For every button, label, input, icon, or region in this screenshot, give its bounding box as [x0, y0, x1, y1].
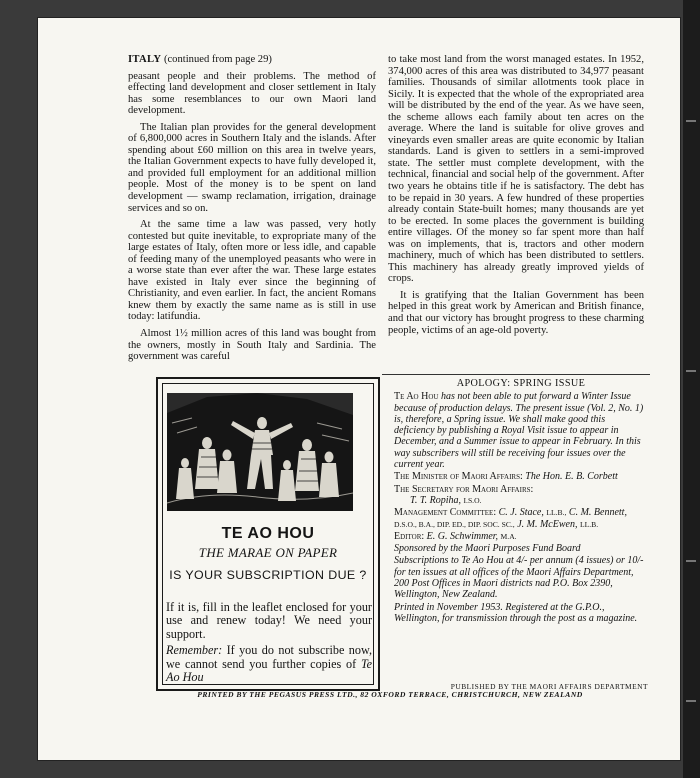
remember-label: Remember: — [166, 643, 223, 658]
minister-line — [394, 471, 648, 482]
subscription-advert — [156, 377, 380, 691]
apology-box — [394, 378, 648, 625]
paragraph: to take most land from the worst managed estates. In 1952, 374,000 acres of this area was distributed to 34,977 peasant families. Thousands of similar allotments took place in Sicily. It is expected that the whole of the expropriated area will be distributed by the end of the year. As we have seen, the scheme allows each family about ten acres on the average. Where the land is suitable for olive groves and vineyards even smaller areas are quite economic by Italian standards. Land is given to settlers in a semi-improved state. The settler must complete development, with the technical, financial and social help of the government. After two years he obtains title if he is satisfactory. The debt has to be repaid in 30 years. A few hundred of these properties already contain State-built homes; many thousands are yet to be erected. In some places the government is building entire villages. Of the money so far spent more than half was on implements, that is, tractors and other modern machinery, much of which has been distributed to settlers. This machinery has already greatly improved yields of crops. — [388, 54, 644, 285]
committee-2: C. M. Bennett, — [568, 507, 627, 519]
advert-title: TE AO HOU — [221, 525, 315, 542]
binding-edge — [683, 0, 700, 778]
paragraph: At the same time a law was passed, very hotly contested but quite inevitable, to expropriate many of the large estates of Italy, often more or less idle, and capable of feeding many of the unemployed peasants who were in a worse state than ever after the war. These large estates have existed in Italy ever since the beginning of Christianity, and even earlier. In fact, the ancient Romans knew them by exactly the same name as is still in use today: latifundia. — [128, 219, 376, 323]
left-column — [128, 54, 376, 368]
paragraph: peasant people and their problems. The method of effecting land development and closer settlement in Italy has some resemblances to our own Maori land development. — [128, 70, 376, 117]
paragraph: Almost 1½ million acres of this land was bought from the owners, mostly in South Italy and Sardinia. The government was careful — [128, 328, 376, 363]
committee-3-h: LL.B. — [579, 519, 599, 529]
woodcut-illustration — [167, 393, 353, 511]
subscriptions-line: Subscriptions to Te Ao Hou at 4/- per annum (4 issues) or 10/- for ten issues at all offices of the Maori Affairs Department, 200 Post Offices in Maori districts nad P.O. Box 2390, Wellington, New Zealand. — [394, 555, 644, 601]
secretary-name: T. T. Ropiha, — [410, 494, 462, 506]
committee-1: C. J. Stace, — [498, 507, 544, 519]
sponsored-line: Sponsored by the Maori Purposes Fund Board — [394, 543, 581, 555]
editor-line — [394, 531, 648, 542]
apology-text — [394, 391, 648, 470]
committee-line — [394, 507, 648, 530]
right-column — [388, 54, 644, 341]
remember-text: If you do not subscribe now, we cannot send you further copies of — [166, 643, 373, 671]
advert-body — [166, 601, 372, 687]
editor-h: M.A. — [500, 531, 517, 541]
divider — [382, 374, 650, 375]
editor-label: Editor: — [394, 530, 425, 542]
paragraph: The Italian plan provides for the general development of 6,800,000 acres in Southern Italy and the islands. After spending about £60 million on this area in twelve years, the Italian Government expects to have fully developed it, and provided full employment for an additional million people. Most of the money is to be spent on land development — swamp reclamation, irrigation, drainage services and so on. — [128, 121, 376, 214]
apology-title: APOLOGY: SPRING ISSUE — [456, 378, 586, 389]
secretary-honours: I.S.O. — [463, 495, 482, 505]
advert-renew-text: If it is, fill in the leaflet enclosed for your use and renew today! We need your support. — [166, 600, 372, 641]
committee-2-h: D.S.O., B.A., DIP. ED., DIP. SOC. SC., — [394, 519, 515, 529]
continued-note: (continued from page 29) — [163, 54, 272, 65]
advert-question: IS YOUR SUBSCRIPTION DUE ? — [169, 568, 367, 582]
secretary-line — [394, 484, 648, 507]
italy-heading — [128, 54, 376, 66]
apology-body: has not been able to put forward a Winter Issue because of production delays. The present issue (Vol. 2, No. 1) is, therefore, a Spring issue. We shall make good this deficiency by publishing a Royal Visit issue to appear in December, and a Summer issue to appear in February. In this way subscribers will still be receiving four issues over the current year. — [394, 391, 644, 471]
section-title: ITALY — [128, 54, 162, 65]
committee-label: Management Committee: — [394, 507, 497, 519]
minister-name: The Hon. E. B. Corbett — [525, 471, 618, 483]
remember-mag: Te Ao Hou — [166, 656, 373, 685]
published-by: PUBLISHED BY THE MAORI AFFAIRS DEPARTMENT — [450, 682, 648, 691]
committee-1-h: LL.B., — [546, 508, 567, 518]
secretary-label: The Secretary for Maori Affairs: — [394, 483, 534, 495]
editor-name: E. G. Schwimmer, — [426, 530, 499, 542]
mag-name: Te Ao Hou — [394, 391, 439, 403]
advert-remember — [166, 644, 372, 684]
minister-label: The Minister of Maori Affairs: — [394, 471, 523, 483]
printed-line: Printed in November 1953. Registered at the G.P.O., Wellington, for transmission through the post as a magazine. — [394, 601, 638, 624]
paragraph: It is gratifying that the Italian Government has been helped in this great work by American and British finance, and that our victory has brought progress to these charming people, victims of an age-old poverty. — [388, 289, 644, 336]
committee-3: J. M. McEwen, — [517, 518, 578, 530]
advert-subtitle: THE MARAE ON PAPER — [198, 545, 338, 560]
printer-footer: PRINTED BY THE PEGASUS PRESS LTD., 82 OXFORD TERRACE, CHRISTCHURCH, NEW ZEALAND — [197, 690, 583, 699]
